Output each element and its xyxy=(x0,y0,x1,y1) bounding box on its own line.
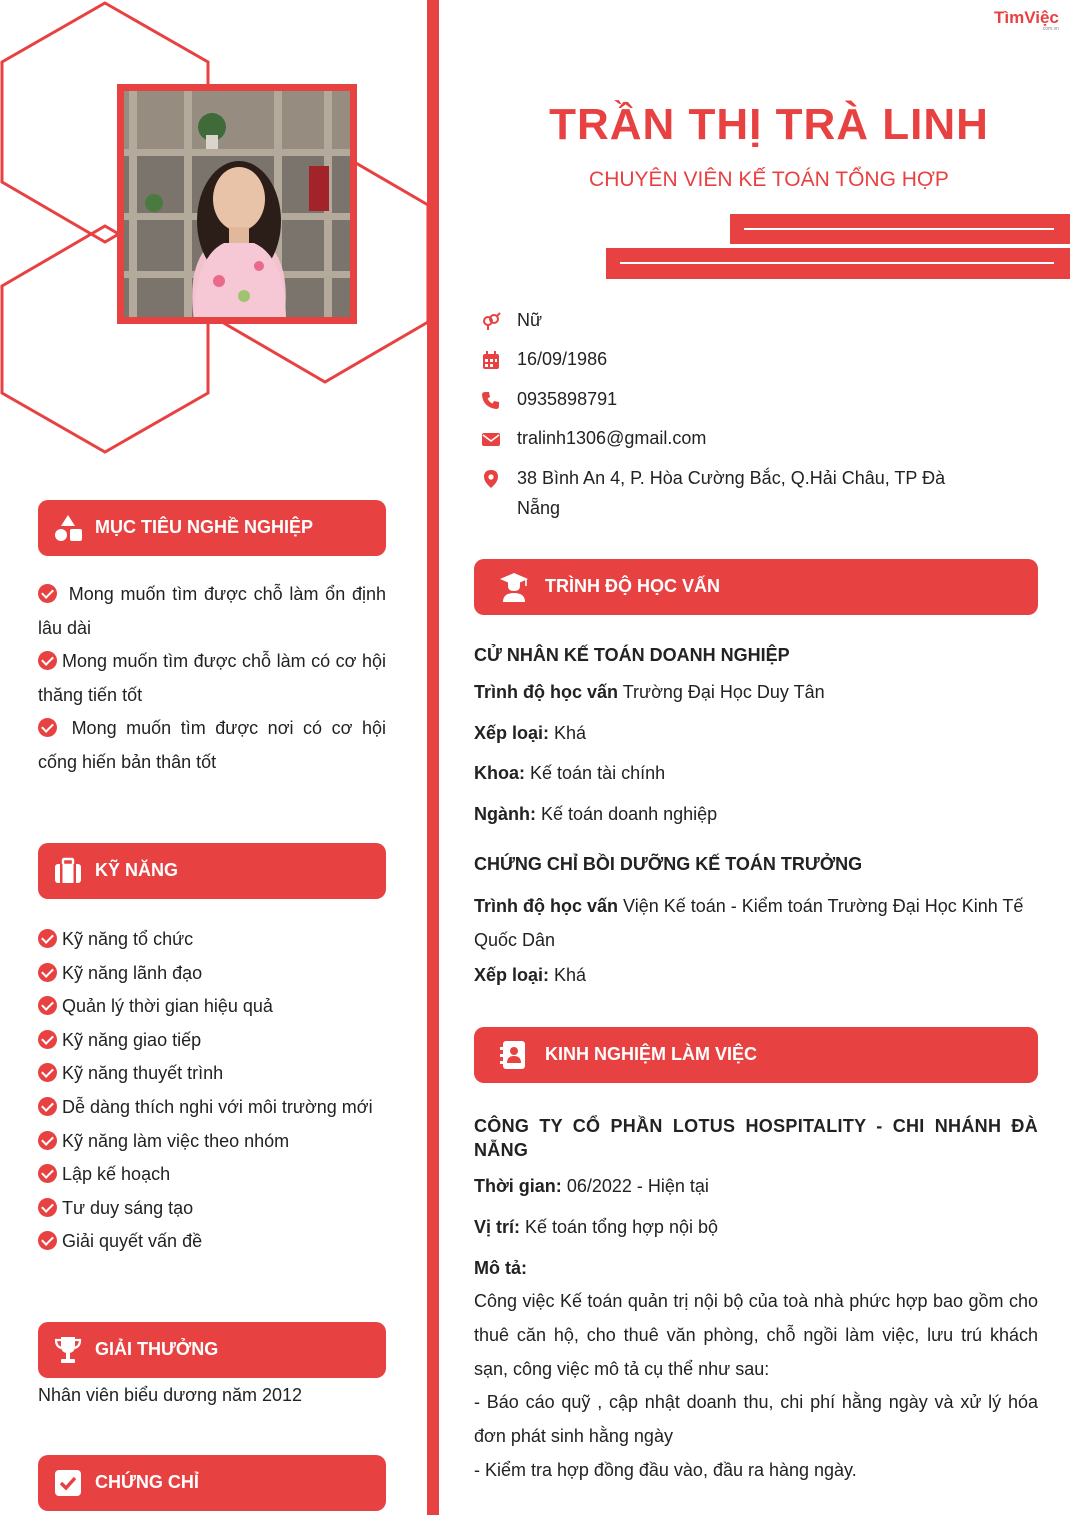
education-grade-2: Xếp loại: Khá xyxy=(474,965,587,985)
experience-company: CÔNG TY CỔ PHẦN LOTUS HOSPITALITY - CHI NHÁNH ĐÀ NẴNG xyxy=(474,1116,1038,1160)
skill-item: Kỹ năng thuyết trình xyxy=(38,1059,398,1093)
mail-icon xyxy=(481,429,501,449)
trophy-icon xyxy=(52,1334,84,1366)
check-icon xyxy=(38,1198,57,1217)
address-value: 38 Bình An 4, P. Hòa Cường Bắc, Q.Hải Châu, TP Đà Nẵng xyxy=(517,468,946,518)
check-icon xyxy=(38,1063,57,1082)
timviec-logo[interactable] xyxy=(994,8,1059,32)
gender-icon xyxy=(481,311,501,331)
experience-desc-item: - Báo cáo quỹ , cập nhật doanh thu, chi phí hằng ngày và xử lý hóa đơn phát sinh hằng ngày xyxy=(474,1392,1038,1447)
experience-desc-intro: Công việc Kế toán quản trị nội bộ của toà nhà phức hợp bao gồm cho thuê căn hộ, cho thuê văn phòng, chỗ ngồi làm việc, lưu trú khách sạn, công việc mô tả cụ thể như sau: xyxy=(474,1291,1038,1379)
section-header-awards xyxy=(38,1322,386,1378)
education-major-1: Ngành: Kế toán doanh nghiệp xyxy=(474,804,718,824)
logo-text: TìmViệc xyxy=(994,8,1059,27)
objective-item: Mong muốn tìm được chỗ làm có cơ hội thăng tiến tốt xyxy=(38,651,386,705)
section-header-education xyxy=(474,559,1038,615)
portrait-image xyxy=(124,91,350,317)
certificates-heading: CHỨNG CHỈ xyxy=(95,1472,199,1492)
skill-item: Kỹ năng lãnh đạo xyxy=(38,959,398,993)
education-grade-1: Xếp loại: Khá xyxy=(474,723,587,743)
education-title-1: CỬ NHÂN KẾ TOÁN DOANH NGHIỆP xyxy=(474,645,790,665)
skills-list xyxy=(38,925,398,1261)
objective-heading: MỤC TIÊU NGHỀ NGHIỆP xyxy=(95,517,314,537)
experience-description xyxy=(474,1285,1038,1488)
check-icon xyxy=(38,1131,57,1150)
checkbox-icon xyxy=(52,1467,84,1499)
awards-heading: GIẢI THƯỞNG xyxy=(95,1339,219,1359)
objective-list xyxy=(38,578,386,779)
skill-item: Giải quyết vấn đề xyxy=(38,1227,398,1261)
briefcase-icon xyxy=(52,855,84,887)
contact-email xyxy=(481,423,961,453)
phone-icon xyxy=(481,390,501,410)
check-icon xyxy=(38,996,57,1015)
title-accent-bar xyxy=(730,214,1070,244)
skill-item: Quản lý thời gian hiệu quả xyxy=(38,992,398,1026)
check-icon xyxy=(38,718,57,737)
calendar-icon xyxy=(481,350,501,370)
check-icon xyxy=(38,1030,57,1049)
check-icon xyxy=(38,584,57,603)
objective-item: Mong muốn tìm được nơi có cơ hội cống hiến bản thân tốt xyxy=(38,718,386,772)
profile-photo xyxy=(117,84,357,324)
experience-desc-label: Mô tả: xyxy=(474,1258,527,1278)
skill-item: Kỹ năng giao tiếp xyxy=(38,1026,398,1060)
check-icon xyxy=(38,1231,57,1250)
contact-birthday xyxy=(481,344,961,374)
education-heading: TRÌNH ĐỘ HỌC VẤN xyxy=(545,576,720,596)
education-level-1: Trình độ học vấn Trường Đại Học Duy Tân xyxy=(474,682,825,702)
skills-heading: KỸ NĂNG xyxy=(95,860,179,880)
contact-address xyxy=(481,463,961,523)
education-faculty-1: Khoa: Kế toán tài chính xyxy=(474,763,666,783)
contact-card-icon xyxy=(498,1039,530,1071)
graduate-icon xyxy=(498,571,530,603)
check-icon xyxy=(38,929,57,948)
experience-time: Thời gian: 06/2022 - Hiện tại xyxy=(474,1176,709,1196)
check-icon xyxy=(38,963,57,982)
logo-subtext: .com.vn xyxy=(1041,26,1059,32)
section-header-certificates xyxy=(38,1455,386,1511)
skill-item: Kỹ năng tổ chức xyxy=(38,925,398,959)
email-value[interactable]: tralinh1306@gmail.com xyxy=(517,428,707,448)
objective-item: Mong muốn tìm được chỗ làm ổn định lâu dài xyxy=(38,584,386,638)
skill-item: Kỹ năng làm việc theo nhóm xyxy=(38,1127,398,1161)
birthday-value: 16/09/1986 xyxy=(517,349,608,369)
check-icon xyxy=(38,1097,57,1116)
section-header-experience xyxy=(474,1027,1038,1083)
contact-phone xyxy=(481,384,961,414)
location-pin-icon xyxy=(481,469,501,489)
check-icon xyxy=(38,1164,57,1183)
phone-value[interactable]: 0935898791 xyxy=(517,389,618,409)
title-accent-bar-2 xyxy=(606,248,1070,279)
award-item: Nhân viên biểu dương năm 2012 xyxy=(38,1385,303,1405)
section-header-skills xyxy=(38,843,386,899)
candidate-name: TRẦN THỊ TRÀ LINH xyxy=(549,100,989,149)
skill-item: Tư duy sáng tạo xyxy=(38,1194,398,1228)
column-divider xyxy=(427,0,439,1515)
check-icon xyxy=(38,651,57,670)
contact-gender xyxy=(481,305,961,335)
shapes-icon xyxy=(52,512,84,544)
gender-value: Nữ xyxy=(517,310,543,330)
education-level-2: Trình độ học vấn Viện Kế toán - Kiểm toán Trường Đại Học Kinh Tế Quốc Dân xyxy=(474,896,1024,950)
experience-position: Vị trí: Kế toán tổng hợp nội bộ xyxy=(474,1217,718,1237)
experience-heading: KINH NGHIỆM LÀM VIỆC xyxy=(545,1044,758,1064)
experience-desc-item: - Kiểm tra hợp đồng đầu vào, đầu ra hàng ngày. xyxy=(474,1459,857,1480)
skill-item: Lập kế hoạch xyxy=(38,1160,398,1194)
section-header-objective xyxy=(38,500,386,556)
education-title-2: CHỨNG CHỈ BỒI DƯỠNG KẾ TOÁN TRƯỞNG xyxy=(474,854,863,874)
candidate-title: CHUYÊN VIÊN KẾ TOÁN TỔNG HỢP xyxy=(589,168,949,191)
skill-item: Dễ dàng thích nghi với môi trường mới xyxy=(38,1093,398,1127)
